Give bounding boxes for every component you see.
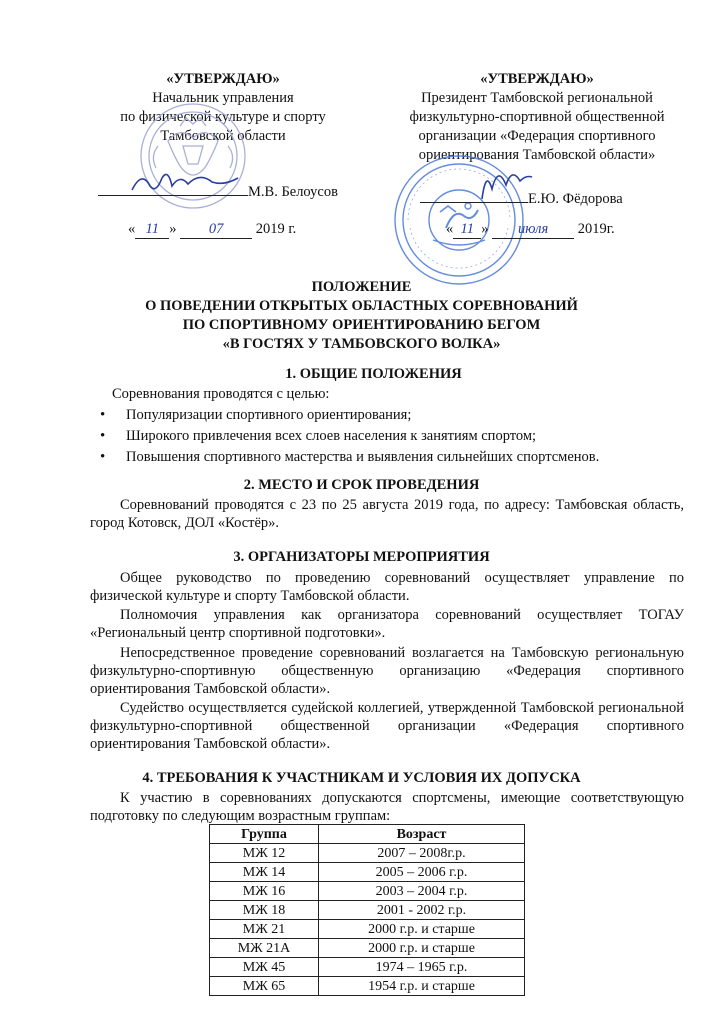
table-row: [210, 882, 525, 901]
table-row: [210, 901, 525, 920]
table-cell: 2001 - 2002 г.р.: [319, 901, 525, 920]
date-day: 11: [453, 221, 481, 239]
approval-date-right: [446, 221, 615, 239]
section-paragraph: Судейство осуществляется судейской коллегией, утвержденной Тамбовской региональной физкультурно-спортивной общественной организации «Федерация спортивного ориентирования Тамбовской области».: [90, 700, 684, 752]
table-cell: МЖ 21А: [210, 939, 319, 958]
section-paragraph: Полномочия управления как организатора соревнований осуществляет ТОГАУ «Региональный центр спортивной подготовки».: [90, 607, 684, 641]
table-cell: 2007 – 2008г.р.: [319, 844, 525, 863]
table-row: [210, 844, 525, 863]
table-row: [210, 939, 525, 958]
approval-position-line: физкультурно-спортивной общественной: [409, 109, 665, 125]
table-row: [210, 920, 525, 939]
table-header-row: [210, 825, 525, 844]
approval-position-line: ориентирования Тамбовской области»: [418, 147, 656, 163]
table-cell: МЖ 65: [210, 977, 319, 996]
title-line: О ПОВЕДЕНИИ ОТКРЫТЫХ ОБЛАСТНЫХ СОРЕВНОВАНИЙ: [145, 298, 578, 314]
handwritten-signature: [476, 159, 536, 203]
section-paragraph: К участию в соревнованиях допускаются спортсмены, имеющие соответствующую подготовку по следующим возрастным группам:: [90, 790, 684, 824]
table-row: [210, 977, 525, 996]
goals-list: [98, 405, 599, 468]
signer-name: Е.Ю. Фёдорова: [528, 191, 623, 207]
section-paragraph: Соревнований проводятся с 23 по 25 августа 2019 года, по адресу: Тамбовская область, город Котовск, ДОЛ «Костёр».: [90, 497, 684, 531]
table-cell: 2005 – 2006 г.р.: [319, 863, 525, 882]
column-header: Возраст: [319, 825, 525, 844]
approval-heading: «УТВЕРЖДАЮ»: [480, 71, 594, 87]
age-groups-table: [209, 824, 525, 996]
approval-position-line: Тамбовской области: [160, 128, 286, 144]
date-quote: «: [128, 221, 136, 237]
title-line: «В ГОСТЯХ У ТАМБОВСКОГО ВОЛКА»: [222, 336, 501, 352]
table-row: [210, 958, 525, 977]
list-item: • Популяризации спортивного ориентирования;: [98, 405, 599, 426]
list-item: • Повышения спортивного мастерства и выявления сильнейших спортсменов.: [98, 447, 599, 468]
table-cell: 2003 – 2004 г.р.: [319, 882, 525, 901]
table-cell: МЖ 12: [210, 844, 319, 863]
title-line: ПО СПОРТИВНОМУ ОРИЕНТИРОВАНИЮ БЕГОМ: [182, 317, 541, 333]
column-header: Группа: [210, 825, 319, 844]
date-quote: »: [169, 221, 177, 237]
approval-position-line: Президент Тамбовской региональной: [421, 90, 653, 106]
approval-position-line: Начальник управления: [152, 90, 294, 106]
handwritten-signature: [128, 164, 248, 198]
table-cell: МЖ 16: [210, 882, 319, 901]
section-paragraph: Непосредственное проведение соревнований возлагается на Тамбовскую региональную физкультурно-спортивную общественную организацию «Федерация спортивного ориентирования Тамбовской области».: [90, 645, 684, 697]
table-cell: МЖ 45: [210, 958, 319, 977]
table-cell: 1974 – 1965 г.р.: [319, 958, 525, 977]
table-cell: 2000 г.р. и старше: [319, 920, 525, 939]
section-heading: 4. ТРЕБОВАНИЯ К УЧАСТНИКАМ И УСЛОВИЯ ИХ ДОПУСКА: [142, 770, 581, 786]
table-cell: МЖ 14: [210, 863, 319, 882]
table-cell: 1954 г.р. и старше: [319, 977, 525, 996]
approval-heading: «УТВЕРЖДАЮ»: [166, 71, 280, 87]
signature-field: [98, 178, 248, 196]
table-cell: 2000 г.р. и старше: [319, 939, 525, 958]
table-cell: МЖ 18: [210, 901, 319, 920]
approval-date-left: [128, 221, 296, 239]
section-heading: 3. ОРГАНИЗАТОРЫ МЕРОПРИЯТИЯ: [233, 549, 490, 565]
signature-line-right: [420, 185, 623, 208]
section-heading: 2. МЕСТО И СРОК ПРОВЕДЕНИЯ: [243, 477, 480, 493]
date-day: 11: [135, 221, 169, 239]
date-year: 2019г.: [577, 221, 615, 237]
signature-field: [420, 185, 528, 203]
approval-position-line: по физической культуре и спорту: [120, 109, 326, 125]
date-quote: «: [446, 221, 454, 237]
table-cell: МЖ 21: [210, 920, 319, 939]
date-month: 07: [180, 221, 252, 239]
date-quote: »: [481, 221, 489, 237]
table-row: [210, 863, 525, 882]
list-item: • Широкого привлечения всех слоев населения к занятиям спортом;: [98, 426, 599, 447]
approval-position-line: организации «Федерация спортивного: [418, 128, 656, 144]
section-intro: Соревнования проводятся с целью:: [112, 386, 330, 402]
signature-line-left: [98, 178, 338, 201]
date-month: июля: [492, 221, 574, 239]
section-paragraph: Общее руководство по проведению соревнований осуществляет управление по физической культуре и спорту Тамбовской области.: [90, 570, 684, 604]
section-heading: 1. ОБЩИЕ ПОЛОЖЕНИЯ: [285, 366, 462, 382]
title-line: ПОЛОЖЕНИЕ: [311, 279, 412, 295]
signer-name: М.В. Белоусов: [248, 184, 338, 200]
document-title: [0, 278, 723, 354]
date-year: 2019 г.: [255, 221, 297, 237]
